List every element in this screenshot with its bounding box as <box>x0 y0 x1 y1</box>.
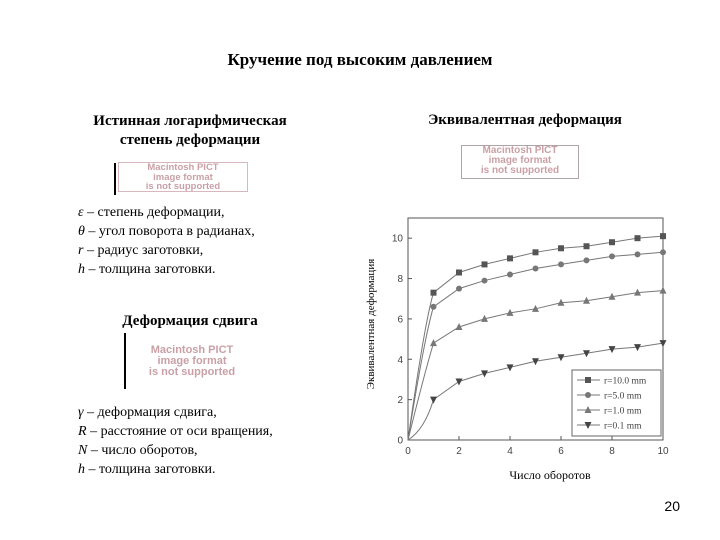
definition-item: h – толщина заготовки. <box>78 462 216 477</box>
x-tick-label: 0 <box>405 446 411 457</box>
x-tick-label: 10 <box>657 446 669 457</box>
y-tick-label: 2 <box>397 395 403 407</box>
data-point <box>635 235 641 241</box>
data-point <box>431 304 437 310</box>
pict-line2: image format <box>153 171 213 183</box>
pict-line1: Macintosh PICT <box>482 145 558 156</box>
formula-bracket <box>124 333 126 389</box>
legend-marker <box>585 377 591 383</box>
data-point <box>609 253 615 259</box>
data-point <box>507 255 513 261</box>
data-point <box>660 287 667 294</box>
log-strain-heading <box>60 112 320 150</box>
definition-item: N – число оборотов, <box>78 443 198 458</box>
legend-label: r=5.0 mm <box>604 391 642 402</box>
page-number: 20 <box>664 498 680 514</box>
strain-chart <box>360 210 690 490</box>
data-point <box>533 265 539 271</box>
definition-item: θ – угол поворота в радианах, <box>78 224 255 239</box>
legend-label: r=1.0 mm <box>604 406 642 417</box>
pict-line3: is not supported <box>148 366 236 378</box>
pict-line3: is not supported <box>145 181 221 192</box>
pict-line2: image format <box>488 155 552 166</box>
shear-strain-formula-image <box>127 345 257 379</box>
data-point <box>482 278 488 284</box>
slide-title: Кручение под высоким давлением <box>227 50 493 69</box>
shear-strain-heading: Деформация сдвига <box>122 313 258 329</box>
log-strain-heading-line1: Истинная логарифмическая <box>93 113 287 129</box>
data-point <box>456 378 463 385</box>
pict-line1: Macintosh PICT <box>147 162 219 173</box>
y-tick-label: 0 <box>397 435 403 447</box>
data-point <box>635 251 641 257</box>
data-point <box>456 269 462 275</box>
x-tick-label: 4 <box>507 446 513 457</box>
data-point <box>558 245 564 251</box>
formula-bracket <box>114 163 116 195</box>
x-axis-label: Число оборотов <box>509 468 591 482</box>
definition-item: r – радиус заготовки, <box>78 243 204 258</box>
data-point <box>584 243 590 249</box>
data-point <box>431 290 437 296</box>
pict-line3: is not supported <box>480 165 560 176</box>
legend-marker <box>585 392 591 398</box>
legend-label: r=0.1 mm <box>604 421 642 432</box>
definition-item: ε – степень деформации, <box>78 205 225 220</box>
y-tick-label: 6 <box>397 314 403 326</box>
data-point <box>558 261 564 267</box>
equivalent-strain-heading: Эквивалентная деформация <box>428 112 622 128</box>
definition-item: γ – деформация сдвига, <box>78 405 217 420</box>
data-point <box>660 249 666 255</box>
log-strain-heading-line2: степень деформации <box>119 132 261 148</box>
data-point <box>533 249 539 255</box>
data-point <box>660 233 666 239</box>
data-point <box>456 286 462 292</box>
data-point <box>430 397 437 404</box>
x-tick-label: 6 <box>558 446 564 457</box>
data-point <box>584 257 590 263</box>
y-axis-label: Эквивалентная деформация <box>365 258 377 390</box>
legend-label: r=10.0 mm <box>604 376 647 387</box>
x-tick-label: 2 <box>456 446 462 457</box>
pict-line1: Macintosh PICT <box>150 345 234 356</box>
y-tick-label: 10 <box>391 233 403 245</box>
strain-chart-svg <box>360 210 690 490</box>
shear-strain-definitions <box>78 403 273 479</box>
equivalent-strain-formula-image <box>461 145 579 179</box>
data-point <box>609 239 615 245</box>
log-strain-definitions <box>78 203 255 279</box>
y-tick-label: 8 <box>397 274 403 286</box>
data-point <box>430 339 437 346</box>
log-strain-formula-image <box>118 162 248 192</box>
definition-item: R – расстояние от оси вращения, <box>78 424 273 439</box>
pict-line2: image format <box>157 355 227 367</box>
data-point <box>507 272 513 278</box>
definition-item: h – толщина заготовки. <box>78 262 216 277</box>
y-tick-label: 4 <box>397 354 403 366</box>
x-tick-label: 8 <box>609 446 615 457</box>
data-point <box>482 261 488 267</box>
